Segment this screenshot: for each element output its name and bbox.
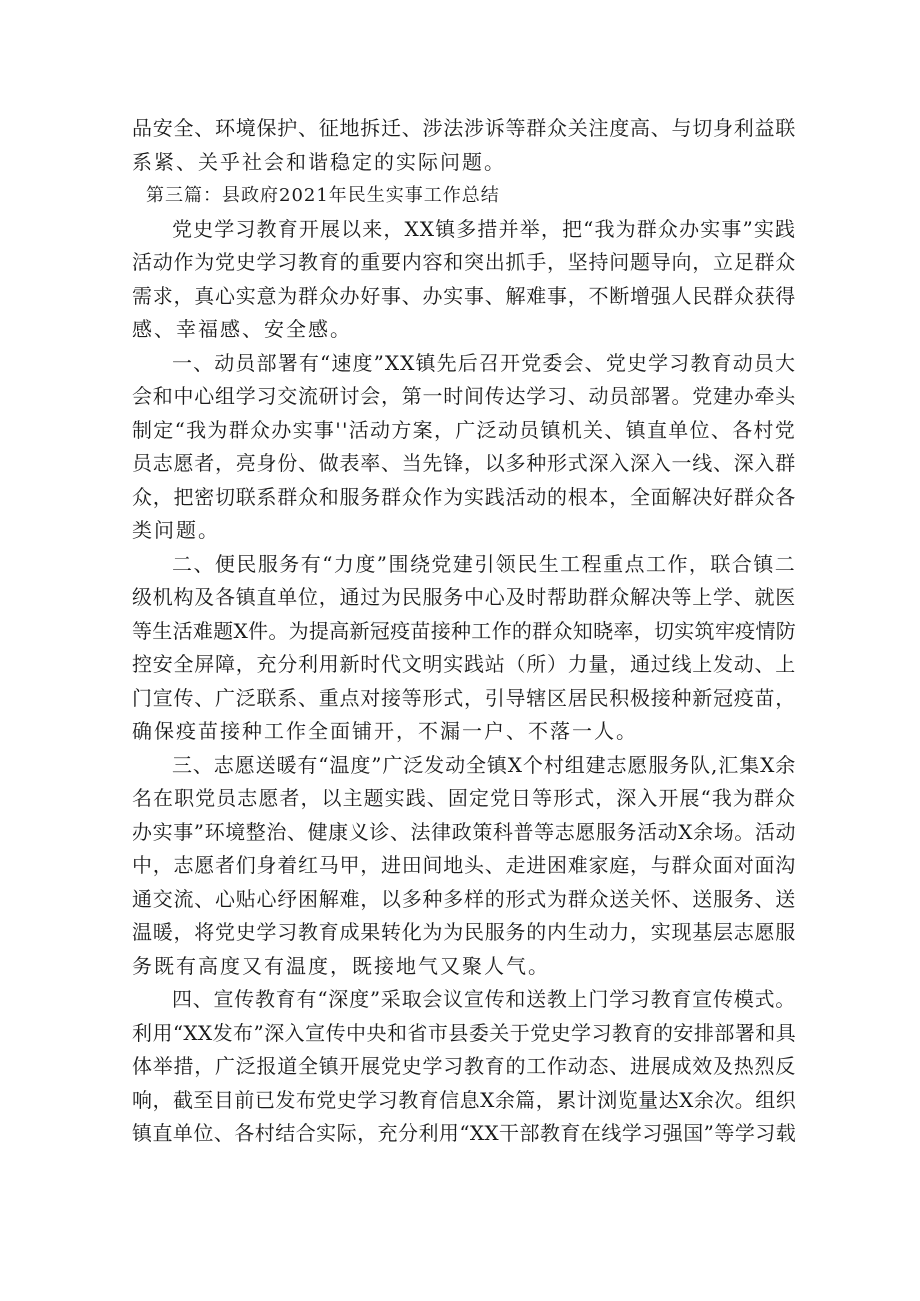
- paragraph-section-3: [132, 749, 796, 984]
- text-line: 门宣传、广泛联系、重点对接等形式，引导辖区居民积极接种新冠疫苗，: [132, 685, 796, 710]
- text-line: 制定“我为群众办实事''活动方案，广泛动员镇机关、镇直单位、各村党: [132, 417, 796, 442]
- text-line: 活动作为党史学习教育的重要内容和突出抓手，坚持问题导向，立足群众: [132, 250, 796, 274]
- text-line: 一、动员部署有“速度”XX镇先后召开党委会、党史学习教育动员大: [172, 350, 796, 375]
- text-line: 体举措，广泛报道全镇开展党史学习教育的工作动态、进展成效及热烈反: [132, 1054, 796, 1078]
- text-line: 响，截至目前已发布党史学习教育信息X余篇，累计浏览量达X余次。组织: [132, 1087, 796, 1112]
- paragraph-intro: [132, 213, 796, 347]
- text-line: 党史学习教育开展以来，XX镇多措并举，把“我为群众办实事”实践: [172, 216, 796, 241]
- text-line: 众，把密切联系群众和服务群众作为实践活动的根本，全面解决好群众各: [132, 484, 796, 509]
- text-line: 会和中心组学习交流研讨会，第一时间传达学习、动员部署。党建办牵头: [132, 384, 796, 408]
- text-line: 镇直单位、各村结合实际，充分利用“XX干部教育在线学习强国”等学习载: [132, 1121, 796, 1145]
- paragraph-section-1: [132, 347, 796, 548]
- text-line: 中，志愿者们身着红马甲，进田间地头、走进困难家庭，与群众面对面沟: [132, 853, 796, 877]
- continuation-paragraph: [132, 112, 796, 179]
- text-line: 务既有高度又有温度，既接地气又聚人气。: [132, 953, 550, 978]
- text-line: 办实事”环境整治、健康义诊、法律政策科普等志愿服务活动X余场。活动: [132, 819, 796, 844]
- text-line: 利用“XX发布”深入宣传中央和省市县委关于党史学习教育的安排部署和具: [132, 1020, 796, 1045]
- text-line: 级机构及各镇直单位，通过为民服务中心及时帮助群众解决等上学、就医: [132, 585, 796, 609]
- text-line: 品安全、环境保护、征地拆迁、涉法涉诉等群众关注度高、与切身利益联: [132, 116, 796, 140]
- paragraph-section-2: [132, 548, 796, 749]
- paragraph-section-4: [132, 983, 796, 1151]
- text-line: 员志愿者，亮身份、做表率、当先锋，以多种形式深入深入一线、深入群: [132, 451, 796, 475]
- text-line: 温暖，将党史学习教育成果转化为为民服务的内生动力，实现基层志愿服: [132, 920, 796, 944]
- text-line: 三、志愿送暖有“温度”广泛发动全镇X个村组建志愿服务队,汇集X余: [172, 752, 796, 777]
- text-line: 类问题。: [132, 518, 220, 542]
- text-line: 通交流、心贴心纾困解难，以多种多样的形式为群众送关怀、送服务、送: [132, 886, 796, 911]
- text-line: 等生活难题X件。为提高新冠疫苗接种工作的群众知晓率，切实筑牢疫情防: [132, 618, 796, 643]
- document-page: [132, 112, 796, 1151]
- text-line: 名在职党员志愿者，以主题实践、固定党日等形式，深入开展“我为群众: [132, 786, 796, 810]
- text-line: 需求，真心实意为群众办好事、办实事、解难事，不断增强人民群众获得: [132, 283, 796, 308]
- text-line: 确保疫苗接种工作全面铺开，不漏一户、不落一人。: [132, 719, 638, 743]
- section-title: 第三篇：县政府2021年民生实事工作总结: [146, 185, 500, 206]
- text-line: 感、幸福感、安全感。: [132, 317, 352, 341]
- text-line: 四、宣传教育有“深度”采取会议宣传和送教上门学习教育宣传模式。: [172, 987, 796, 1011]
- text-line: 系紧、关乎社会和谐稳定的实际问题。: [132, 149, 506, 174]
- text-line: 控安全屏障，充分利用新时代文明实践站（所）力量，通过线上发动、上: [132, 652, 796, 676]
- text-line: 二、便民服务有“力度”围绕党建引领民生工程重点工作，联合镇二: [172, 551, 796, 576]
